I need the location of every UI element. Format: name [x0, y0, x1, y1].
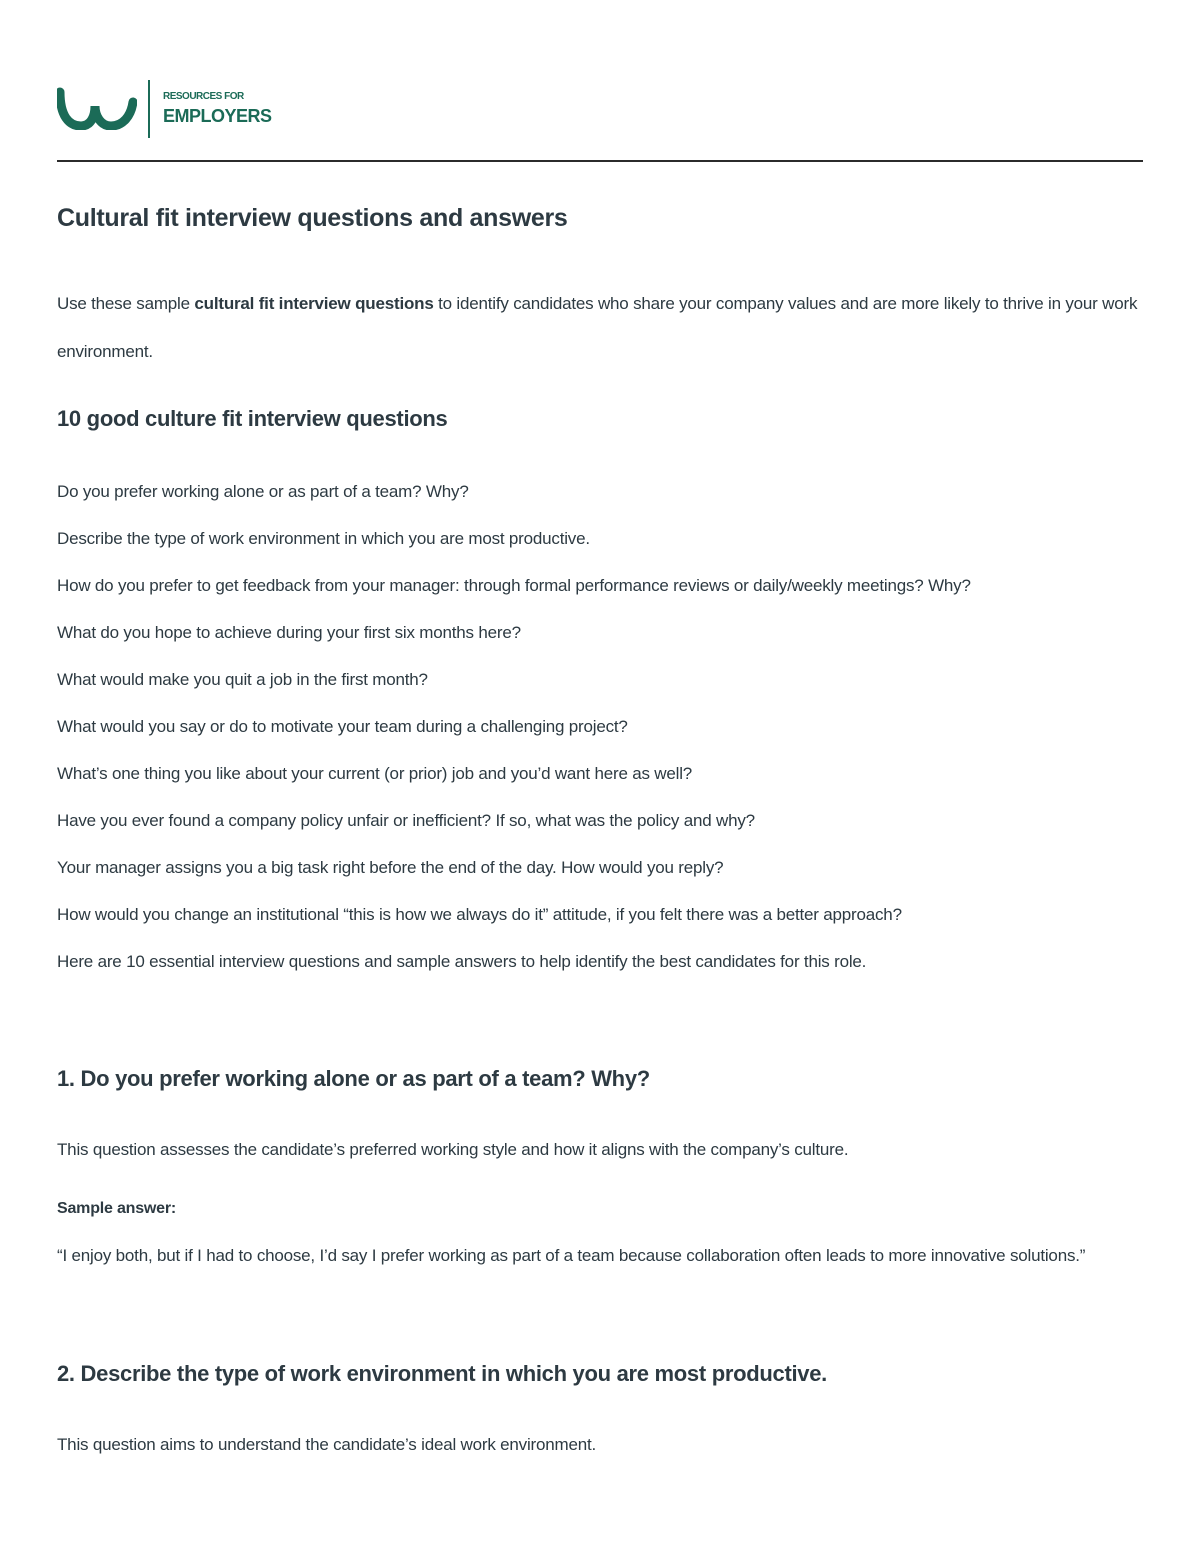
question-item: Your manager assigns you a big task right before the end of the day. How would you reply?: [57, 858, 724, 877]
section-1-sample-answer: “I enjoy both, but if I had to choose, I’d say I prefer working as part of a team because collaboration often leads to more innovative solutions.”: [57, 1246, 1086, 1265]
questions-heading: 10 good culture fit interview questions: [57, 406, 448, 431]
question-item: Describe the type of work environment in which you are most productive.: [57, 529, 590, 548]
logo-big-text: EMPLOYERS: [163, 106, 272, 126]
section-1-description: This question assesses the candidate’s preferred working style and how it aligns with the company’s culture.: [57, 1140, 849, 1159]
question-item: Have you ever found a company policy unfair or inefficient? If so, what was the policy and why?: [57, 811, 755, 830]
intro-bold-link: cultural fit interview questions: [194, 294, 434, 313]
logo-divider: [148, 80, 150, 138]
question-item: How would you change an institutional “this is how we always do it” attitude, if you felt there was a better approach?: [57, 905, 902, 924]
logo-text: [163, 92, 272, 125]
page-title: Cultural fit interview questions and answers: [57, 204, 568, 232]
question-item: What do you hope to achieve during your first six months here?: [57, 623, 521, 642]
question-item: How do you prefer to get feedback from your manager: through formal performance reviews or daily/weekly meetings? Why?: [57, 576, 971, 595]
question-item: What’s one thing you like about your current (or prior) job and you’d want here as well?: [57, 764, 693, 783]
section-2-description: This question aims to understand the candidate’s ideal work environment.: [57, 1435, 597, 1454]
questions-list: [57, 468, 1143, 985]
section-1-sample-label: Sample answer:: [57, 1200, 177, 1217]
section-2-heading: 2. Describe the type of work environment in which you are most productive.: [57, 1361, 827, 1386]
question-item: What would make you quit a job in the first month?: [57, 670, 428, 689]
header-rule: [57, 160, 1143, 162]
question-item: Do you prefer working alone or as part of a team? Why?: [57, 482, 469, 501]
intro-text-after: to identify candidates who share your company values and are more likely to thrive in your work environment.: [57, 294, 1138, 361]
transition-text: Here are 10 essential interview questions and sample answers to help identify the best candidates for this role.: [57, 952, 867, 971]
header-logo: [57, 80, 457, 140]
logo-icon: [57, 86, 137, 130]
intro-paragraph: [57, 280, 1143, 376]
question-item: What would you say or do to motivate your team during a challenging project?: [57, 717, 628, 736]
intro-text-before: Use these sample: [57, 294, 195, 313]
logo-small-text: RESOURCES FOR: [163, 91, 244, 102]
section-1-heading: 1. Do you prefer working alone or as part of a team? Why?: [57, 1066, 650, 1091]
